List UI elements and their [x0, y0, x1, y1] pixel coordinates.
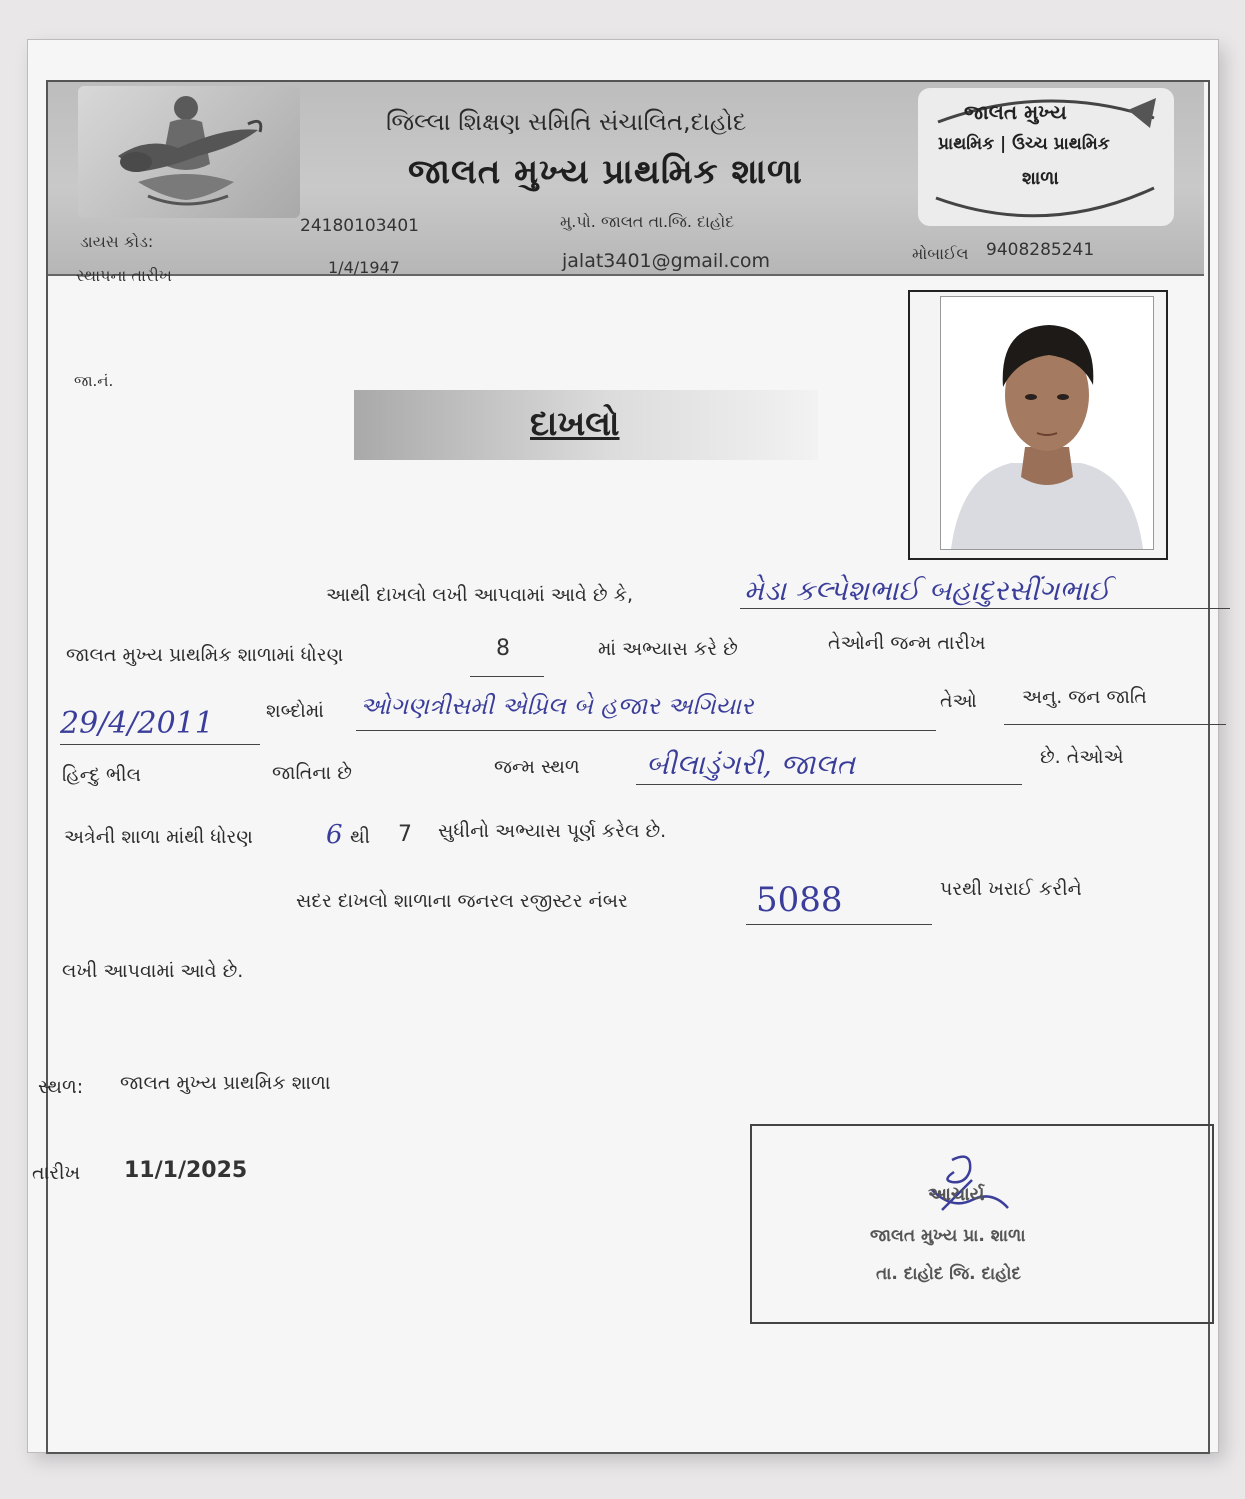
letterhead-subtitle: જિલ્લા શિક્ષણ સમિતિ સંચાલિત,દાહોદ [386, 108, 747, 136]
register-number-underline [746, 924, 932, 925]
dob-words: ઓગણત્રીસમી એપ્રિલ બે હજાર અગિયાર [360, 692, 754, 720]
line6-prefix: સદર દાખલો શાળાના જનરલ રજીસ્ટર નંબર [296, 890, 628, 912]
place-value: જાલત મુખ્ય પ્રાથમિક શાળા [120, 1072, 331, 1094]
mobile-label: મોબાઈલ [912, 244, 969, 263]
school-address: મુ.પો. જાલત તા.જિ. દાહોદ [560, 212, 735, 231]
date-label: તારીખ [32, 1162, 81, 1184]
they-label: તેઓ [940, 690, 977, 712]
date-value: 11/1/2025 [124, 1158, 248, 1183]
school-email: jalat3401@gmail.com [562, 250, 771, 272]
signature-taluka: તા. દાહોદ જિ. દાહોદ [876, 1264, 1022, 1284]
school-logo-line3: શાળા [1022, 168, 1059, 189]
mobile-number: 9408285241 [986, 240, 1095, 260]
line4-suffix: છે. તેઓએ [1040, 746, 1124, 768]
student-name-underline [740, 608, 1230, 609]
from-standard: 6 [326, 820, 343, 850]
line2-prefix: જાલત મુખ્ય પ્રાથમિક શાળામાં ધોરણ [66, 644, 344, 666]
line2-mid: માં અભ્યાસ કરે છે [598, 638, 738, 660]
line1-prefix: આથી દાખલો લખી આપવામાં આવે છે કે, [326, 584, 634, 606]
caste-value: હિન્દુ ભીલ [62, 764, 141, 786]
place-label: સ્થળ: [38, 1076, 84, 1098]
line7: લખી આપવામાં આવે છે. [62, 960, 244, 982]
signature-box [750, 1124, 1214, 1324]
caste-category-underline [1004, 724, 1226, 725]
school-name: જાલત મુખ્ય પ્રાથમિક શાળા [408, 152, 803, 192]
certificate-title: દાખલો [530, 404, 620, 444]
established-date: 1/4/1947 [328, 258, 400, 277]
birthplace-underline [636, 784, 1022, 785]
student-photo [940, 296, 1154, 550]
signature-title: આચાર્ય [928, 1184, 985, 1205]
line2-suffix: તેઓની જન્મ તારીખ [828, 632, 986, 654]
caste-suffix: જાતિના છે [272, 762, 352, 784]
birthplace-label: જન્મ સ્થળ [494, 756, 580, 778]
student-name: મેડા કલ્પેશભાઈ બહાદુરસીંગભાઈ [744, 574, 1111, 607]
birthplace-value: બીલાડુંગરી, જાલત [646, 748, 855, 781]
standard-value: 8 [496, 636, 510, 661]
register-number: 5088 [756, 880, 843, 920]
dob-digits: 29/4/2011 [60, 706, 214, 741]
dise-code-label: ડાયસ કોડ: [80, 232, 154, 251]
established-label: સ્થાપના તારીખ [76, 266, 172, 285]
dise-code: 24180103401 [300, 216, 419, 236]
outward-number-label: જા.નં. [74, 372, 114, 390]
dob-digits-underline [60, 744, 260, 745]
caste-category: અનુ. જન જાતિ [1022, 686, 1147, 708]
to-standard: 7 [398, 822, 412, 847]
line5-prefix: અત્રેની શાળા માંથી ધોરણ [64, 826, 253, 848]
dob-words-label: શબ્દોમાં [266, 700, 324, 722]
saraswati-logo [78, 86, 300, 218]
line5-suffix: સુધીનો અભ્યાસ પૂર્ણ કરેલ છે. [438, 820, 667, 842]
student-portrait-icon [941, 297, 1153, 549]
line6-suffix: પરથી ખરાઈ કરીને [940, 878, 1082, 900]
school-logo [918, 88, 1174, 226]
thi-text: થી [350, 826, 371, 848]
saraswati-logo-icon [78, 86, 300, 218]
dob-words-underline [356, 730, 936, 731]
school-logo-line2: પ્રાથમિક | ઉચ્ચ પ્રાથમિક [938, 134, 1110, 154]
signature-school: જાલત મુખ્ય પ્રા. શાળા [870, 1226, 1026, 1246]
school-logo-line1: જાલત મુખ્ય [964, 100, 1067, 124]
standard-underline [470, 676, 544, 677]
